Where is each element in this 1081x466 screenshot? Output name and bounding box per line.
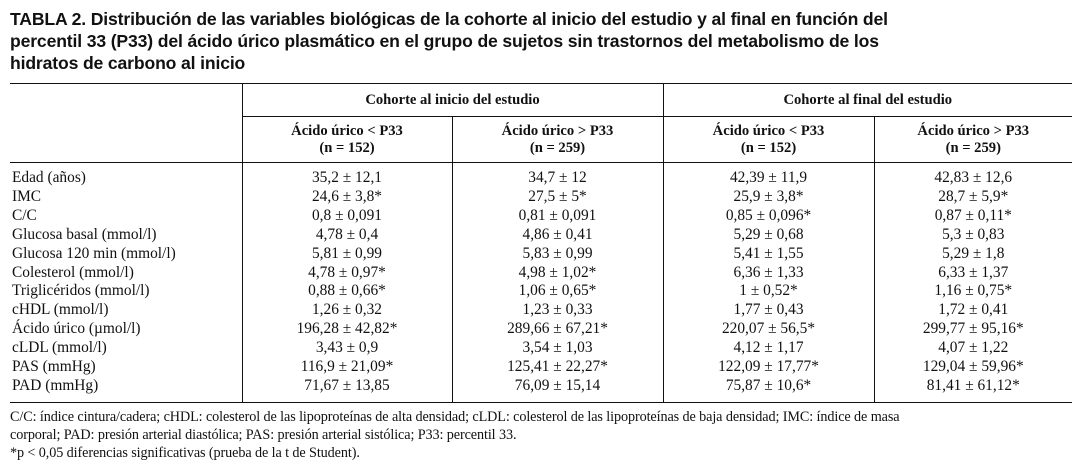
table-row	[10, 245, 1072, 264]
value-cell: 1,77 ± 0,43	[663, 301, 874, 320]
value-cell: 42,39 ± 11,9	[663, 163, 874, 188]
table-figure	[10, 8, 1072, 461]
subheader-n: (n = 259)	[529, 140, 586, 156]
table-row	[10, 264, 1072, 283]
value-cell: 42,83 ± 12,6	[934, 169, 1013, 186]
row-label: cHDL (mmol/l)	[10, 301, 242, 320]
table-footnotes	[10, 408, 1072, 462]
value-cell: 4,78 ± 0,4	[242, 226, 452, 245]
row-label: C/C	[10, 207, 242, 226]
value-cell: 5,29 ± 0,68	[663, 226, 874, 245]
row-label: PAD (mmHg)	[10, 377, 242, 402]
value-cell: 81,41 ± 61,12*	[874, 377, 1072, 402]
subheader-label: Ácido úrico < P33	[291, 123, 403, 139]
footnote-line: C/C: índice cintura/cadera; cHDL: colesterol de las lipoproteínas de alta densidad; cLDL: colesterol de las lipoproteínas de baja densidad; IMC: índice de masa	[10, 409, 900, 425]
row-label: cLDL (mmol/l)	[10, 339, 242, 358]
value-cell: 0,87 ± 0,11*	[934, 206, 1012, 224]
value-cell: 289,66 ± 67,21*	[452, 320, 663, 339]
value-cell: 3,54 ± 1,03	[452, 339, 663, 358]
value-cell: 4,78 ± 0,97*	[242, 264, 452, 283]
table-row	[10, 163, 1072, 188]
value-cell: 5,81 ± 0,99	[242, 245, 452, 264]
footnote-line: corporal; PAD: presión arterial diastólica; PAS: presión arterial sistólica; P33: percentil 33.	[10, 427, 517, 443]
table-row	[10, 377, 1072, 402]
table-row	[10, 339, 1072, 358]
value-cell: 1,72 ± 0,41	[938, 301, 1009, 319]
value-cell: 5,41 ± 1,55	[663, 245, 874, 264]
group-header-row	[10, 84, 1072, 117]
subheader-n: (n = 152)	[319, 140, 375, 156]
value-cell: 27,5 ± 5*	[452, 188, 663, 207]
value-cell: 0,88 ± 0,66*	[242, 282, 452, 301]
value-cell: 0,8 ± 0,091	[242, 207, 452, 226]
subheader-n: (n = 152)	[740, 140, 797, 156]
value-cell: 76,09 ± 15,14	[452, 377, 663, 402]
table-row	[10, 188, 1072, 207]
subheader-cell	[874, 117, 1072, 163]
subheader-label: Ácido úrico > P33	[917, 123, 1030, 139]
value-cell: 1,16 ± 0,75*	[934, 282, 1013, 300]
value-cell: 220,07 ± 56,5*	[663, 320, 874, 339]
value-cell: 25,9 ± 3,8*	[663, 188, 874, 207]
value-cell: 34,7 ± 12	[452, 163, 663, 188]
value-cell: 75,87 ± 10,6*	[663, 377, 874, 402]
title-line: TABLA 2. Distribución de las variables biológicas de la cohorte al inicio del estudio y al final en función del	[10, 9, 888, 29]
value-cell: 4,12 ± 1,17	[663, 339, 874, 358]
subheader-label: Ácido úrico > P33	[501, 123, 614, 139]
value-cell: 1,23 ± 0,33	[452, 301, 663, 320]
value-cell: 28,7 ± 5,9*	[938, 187, 1009, 205]
value-cell: 116,9 ± 21,09*	[242, 358, 452, 377]
value-cell: 71,67 ± 13,85	[242, 377, 452, 402]
title-line: percentil 33 (P33) del ácido úrico plasmático en el grupo de sujetos sin trastornos del metabolismo de los	[10, 31, 879, 51]
row-label: Colesterol (mmol/l)	[10, 264, 242, 283]
group-header-inicio: Cohorte al inicio del estudio	[242, 84, 663, 117]
value-cell: 129,04 ± 59,96*	[922, 358, 1024, 376]
footnote-line: *p < 0,05 diferencias significativas (prueba de la t de Student).	[10, 445, 360, 461]
value-cell: 299,77 ± 95,16*	[922, 320, 1024, 338]
subheader-row	[10, 117, 1072, 163]
row-label: Glucosa basal (mmol/l)	[10, 226, 242, 245]
subheader-label: Ácido úrico < P33	[712, 123, 825, 139]
subheader-cell	[663, 117, 874, 163]
row-label: Glucosa 120 min (mmol/l)	[10, 245, 242, 264]
row-label: Ácido úrico (µmol/l)	[10, 320, 242, 339]
group-header-final: Cohorte al final del estudio	[663, 84, 1072, 117]
subheader-n: (n = 259)	[945, 140, 1001, 156]
value-cell: 5,29 ± 1,8	[942, 244, 1005, 262]
value-cell: 4,86 ± 0,41	[452, 226, 663, 245]
value-cell: 6,33 ± 1,37	[938, 263, 1009, 281]
table-row	[10, 320, 1072, 339]
value-cell: 5,3 ± 0,83	[942, 225, 1005, 243]
value-cell: 4,07 ± 1,22	[938, 339, 1009, 357]
table-row	[10, 301, 1072, 320]
table-row	[10, 282, 1072, 301]
value-cell: 6,36 ± 1,33	[663, 264, 874, 283]
value-cell: 0,85 ± 0,096*	[663, 207, 874, 226]
value-cell: 125,41 ± 22,27*	[452, 358, 663, 377]
data-table	[10, 83, 1072, 403]
value-cell: 5,83 ± 0,99	[452, 245, 663, 264]
value-cell: 122,09 ± 17,77*	[663, 358, 874, 377]
table-title	[10, 8, 1072, 74]
table-row	[10, 207, 1072, 226]
table-row	[10, 226, 1072, 245]
table-row	[10, 358, 1072, 377]
value-cell: 1,26 ± 0,32	[242, 301, 452, 320]
row-label: Edad (años)	[10, 163, 242, 188]
subheader-cell	[452, 117, 663, 163]
corner-cell	[10, 117, 242, 163]
row-label: IMC	[10, 188, 242, 207]
corner-cell	[10, 84, 242, 117]
value-cell: 3,43 ± 0,9	[242, 339, 452, 358]
value-cell: 1,06 ± 0,65*	[452, 282, 663, 301]
row-label: Triglicéridos (mmol/l)	[10, 282, 242, 301]
value-cell: 1 ± 0,52*	[663, 282, 874, 301]
subheader-cell	[242, 117, 452, 163]
value-cell: 196,28 ± 42,82*	[242, 320, 452, 339]
value-cell: 24,6 ± 3,8*	[242, 188, 452, 207]
value-cell: 0,81 ± 0,091	[452, 207, 663, 226]
value-cell: 4,98 ± 1,02*	[452, 264, 663, 283]
row-label: PAS (mmHg)	[10, 358, 242, 377]
title-line: hidratos de carbono al inicio	[10, 53, 246, 73]
value-cell: 35,2 ± 12,1	[242, 163, 452, 188]
